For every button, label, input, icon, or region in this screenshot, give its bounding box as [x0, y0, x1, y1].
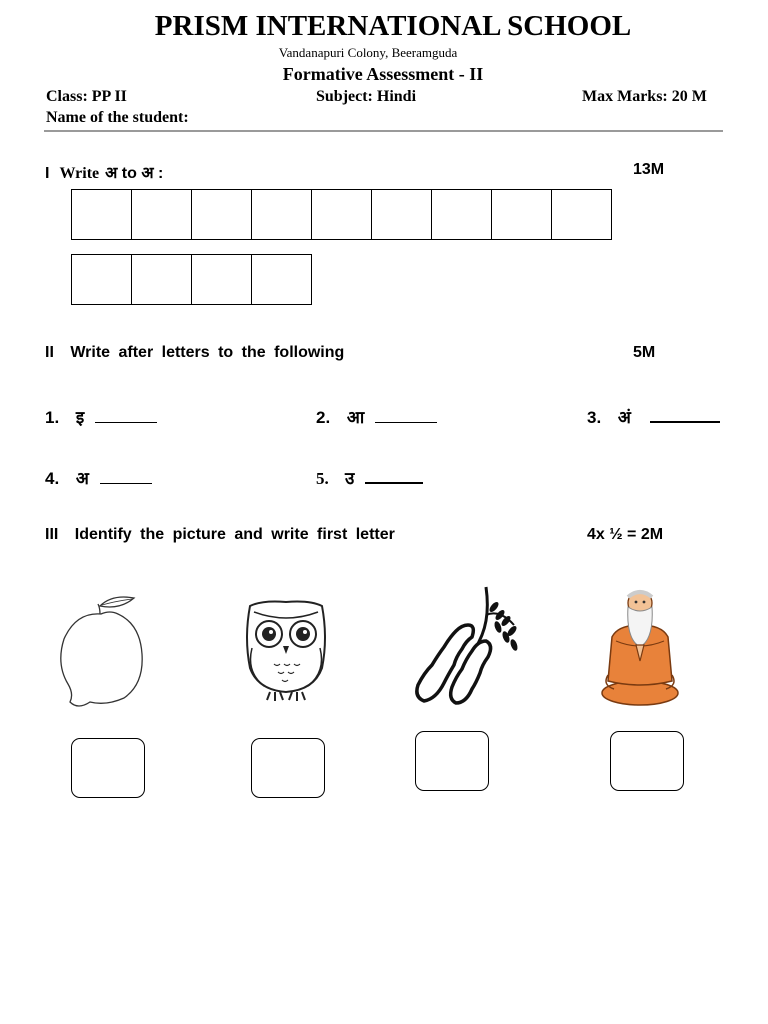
- answer-item-3: [587, 405, 720, 428]
- writing-cell[interactable]: [132, 255, 192, 304]
- writing-cell[interactable]: [552, 190, 611, 239]
- answer-blank[interactable]: [375, 421, 437, 423]
- item-letter: अ: [75, 469, 89, 488]
- item-letter: इ: [75, 408, 85, 427]
- writing-cell[interactable]: [192, 190, 252, 239]
- section-1-heading: [45, 161, 163, 183]
- answer-item-2: [316, 405, 437, 428]
- school-address: Vandanapuri Colony, Beeramguda: [278, 45, 458, 60]
- item-number: 2.: [316, 408, 331, 427]
- section-3-heading: [45, 526, 395, 544]
- section-3-instruction: Identify the picture and write first letter: [74, 526, 395, 543]
- writing-cell[interactable]: [312, 190, 372, 239]
- writing-cell[interactable]: [72, 255, 132, 304]
- picture-answer-box-3[interactable]: [415, 731, 489, 791]
- writing-cell[interactable]: [132, 190, 192, 239]
- mango-icon: [56, 594, 156, 714]
- answer-blank[interactable]: [650, 420, 720, 423]
- section-1-prefix: Write: [59, 165, 100, 182]
- sage-icon: [598, 585, 682, 707]
- student-name-label: Name of the student:: [46, 109, 189, 126]
- item-number: 3.: [587, 408, 602, 427]
- subject-label: Subject: Hindi: [316, 88, 417, 105]
- item-letter: आ: [346, 408, 365, 427]
- school-name: PRISM INTERNATIONAL SCHOOL: [154, 10, 632, 42]
- writing-cell[interactable]: [252, 255, 311, 304]
- header-divider: [44, 130, 723, 132]
- assessment-title: Formative Assessment - II: [282, 64, 484, 84]
- writing-cell[interactable]: [372, 190, 432, 239]
- section-1-instruction: अ to अ :: [105, 165, 164, 182]
- answer-item-4: [45, 466, 152, 489]
- writing-cell[interactable]: [492, 190, 552, 239]
- item-number: 1.: [45, 408, 60, 427]
- item-number: 4.: [45, 469, 60, 488]
- item-number: 5.: [316, 469, 329, 488]
- picture-answer-box-4[interactable]: [610, 731, 684, 791]
- section-2-marks: 5M: [633, 344, 656, 361]
- writing-grid-row-1: [71, 189, 612, 240]
- writing-cell[interactable]: [72, 190, 132, 239]
- answer-item-5: [316, 466, 423, 489]
- owl-icon: [242, 598, 330, 706]
- section-2-numeral: II: [45, 344, 54, 361]
- answer-blank[interactable]: [365, 481, 423, 484]
- tamarind-icon: [410, 585, 525, 710]
- writing-grid-row-2: [71, 254, 312, 305]
- writing-cell[interactable]: [252, 190, 312, 239]
- section-1-numeral: I: [45, 165, 50, 182]
- answer-blank[interactable]: [95, 421, 157, 423]
- section-3-marks: 4x ½ = 2M: [587, 526, 664, 543]
- section-2-heading: [45, 344, 344, 362]
- max-marks-label: Max Marks: 20 M: [582, 88, 707, 105]
- picture-answer-box-1[interactable]: [71, 738, 145, 798]
- class-label: Class: PP II: [46, 88, 127, 105]
- section-1-marks: 13M: [633, 161, 665, 178]
- answer-blank[interactable]: [100, 482, 152, 484]
- item-letter: उ: [345, 469, 355, 488]
- writing-cell[interactable]: [192, 255, 252, 304]
- section-2-instruction: Write after letters to the following: [70, 344, 345, 361]
- picture-answer-box-2[interactable]: [251, 738, 325, 798]
- answer-item-1: [45, 405, 157, 428]
- item-letter: अं: [617, 408, 631, 427]
- writing-cell[interactable]: [432, 190, 492, 239]
- section-3-numeral: III: [45, 526, 59, 543]
